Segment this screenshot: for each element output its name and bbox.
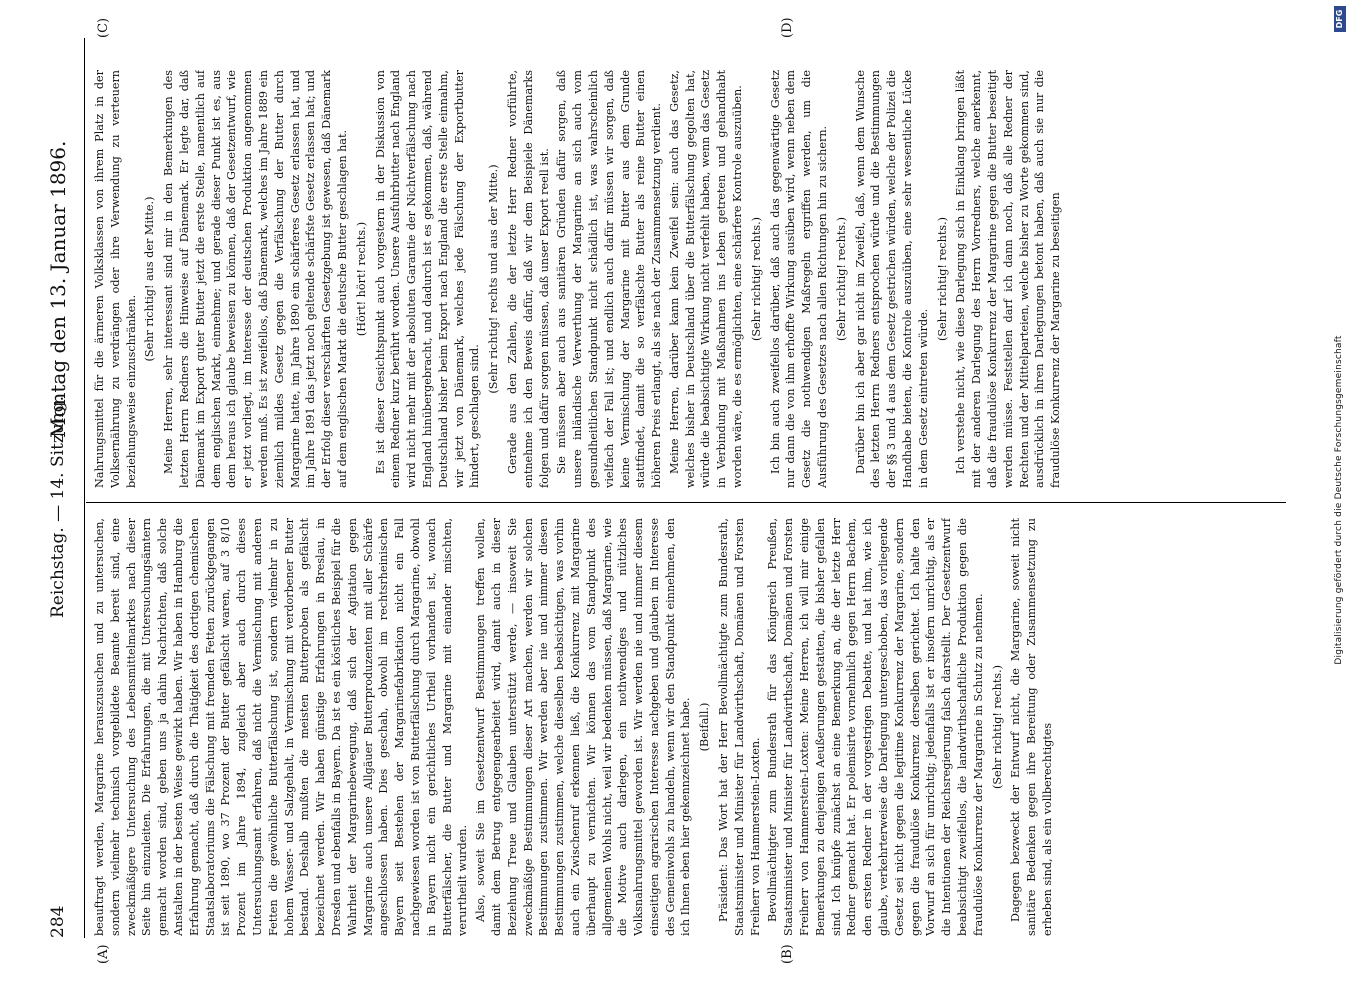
- paragraph: Ich bin auch zweifellos darüber, daß auch das gegenwärtige Gesetz nur dann die von ihm erhoffte Wirkung ausüben wird, wenn neben dem Gesetz die nothwendigen Maßregeln ergriffen werden, um die Ausführung des Gesetzes nach allen Richtungen hin zu sichern.: [768, 70, 830, 488]
- interjection: (Beifall.): [698, 702, 712, 752]
- paragraph: beauftragt werden, Margarine herauszusuchen und zu untersuchen, sondern vielmehr technisch vorgebildete Beamte bereit sind, eine zweckmäßigere Untersuchung des Lebensmittelmarktes nach dieser Seite hin einzuleiten. Die Erfahrungen, die mit Untersuchungsämtern gemacht worden sind, geben uns ja dahin Nachrichten, daß solche Anstalten in der besten Weise gewirkt haben. Wir haben in Hamburg die Erfahrung gemacht, daß durch die Thätigkeit des dortigen chemischen Staatslaboratoriums die Fälschung mit fremden Fetten zurückgegangen ist seit 1890, wo 37 Prozent der Butter gefälscht waren, auf 3 8/10 Prozent im Jahre 1894, zugleich aber auch durch dieses Untersuchungsamt erfahren, daß nicht die Vermischung mit anderen Fetten die gewöhnliche Butterfälschung ist, sondern vielmehr in zu hohem Wasser- und Salzgehalt, in Vermischung mit verdorbener Butter bestand. Deshalb mußten die meisten Butterproben als gefälscht bezeichnet werden. Wir haben günstige Erfahrungen in Breslau, in Dresden und ebenfalls in Bayern. Da ist es ein köstliches Beispiel für die Wahrheit der Margarinebewegung, daß sich der Agitation gegen Margarine auch unsere Allgäuer Butterproduzenten mit aller Schärfe angeschlossen haben. Dies geschah, obwohl im rechtsrheinischen Bayern seit Bestehen der Margarinefabrikation nicht ein Fall nachgewiesen worden ist von Butterfälschung durch Margarine, obwohl in Bayern nicht ein gerichtliches Urtheil vorhanden ist, wonach Butterfälscher, die Butter und Margarine mit einander mischten, verurtheilt wurden.: [93, 518, 470, 936]
- interjection: (Sehr richtig! rechts und aus der Mitte.): [487, 164, 501, 394]
- interjection: (Hört! hört! rechts.): [354, 221, 368, 337]
- session-title: Reichstag. — 14. Sitzung.: [48, 395, 68, 618]
- page-header: [38, 58, 78, 938]
- interjection: (Sehr richtig! rechts.): [935, 216, 949, 342]
- paragraph: Dagegen bezweckt der Entwurf nicht, die Margarine, soweit nicht sanitäre Bedenken gegen ihre Bereitung oder Zusammensetzung zu erheben sind, als ein vollberechtigtes: [1009, 518, 1055, 936]
- paragraph: Ich verstehe nicht, wie diese Darlegung sich in Einklang bringen läßt mit der anderen Darlegung des Herrn Vorredners, welche anerkennt, daß die fraudulöse Konkurrenz der Margarine gegen die Butter beseitigt werden müsse. Feststellen darf ich dann noch, daß alle Redner der Rechten und der Mittelparteien, welche bisher zu Worte gekommen sind, ausdrücklich in ihren Darlegungen betont haben, daß auch sie nur die fraudulöse Konkurrenz der Margarine zu beseitigen: [954, 70, 1063, 488]
- interjection: (Sehr richtig! aus der Mitte.): [143, 196, 157, 362]
- paragraph: Präsident: Das Wort hat der Herr Bevollmächtigte zum Bundesrath, Staatsminister und Minister für Landwirthschaft, Domänen und Forsten Freiherr von Hammerstein-Loxten.: [717, 518, 762, 936]
- dfg-logo: DFG: [1334, 6, 1346, 32]
- paragraph: Gerade aus den Zahlen, die der letzte Herr Redner vorführte, entnehme ich den Beweis dafür, daß wir dem Beispiele Dänemarks folgen und dafür sorgen müssen, daß unser Export reell ist.: [505, 70, 551, 488]
- header-rule: [84, 38, 85, 938]
- paragraph: Meine Herren, darüber kann kein Zweifel sein: auch das Gesetz, welches bisher in Deutschland über die Butterfälschung gegolten hat, würde die beabsichtigte Wirkung nicht verfehlt haben, wenn das Gesetz in Verbindung mit Maßnahmen ins Leben getreten und gehandhabt worden wäre, die es ermöglichten, eine schärfere Kontrole auszuüben.: [667, 70, 745, 488]
- margin-mark-d: (D): [780, 17, 795, 38]
- margin-mark-a: (A): [96, 944, 111, 964]
- session-date: Montag den 13. Januar 1896.: [46, 140, 70, 438]
- paragraph: Darüber bin ich aber gar nicht im Zweifel, daß, wenn dem Wunsche des letzten Herrn Redners entsprochen würde und die Bestimmungen der §§ 3 und 4 aus dem Gesetz gestrichen würden, welche der Polizei die Handhabe bieten, die Kontrole auszuüben, eine sehr wesentliche Lücke in dem Gesetz eintreten würde.: [853, 70, 930, 488]
- column-divider: [86, 502, 1286, 503]
- interjection: (Sehr richtig! rechts.): [834, 216, 848, 342]
- paragraph: Nahrungsmittel für die ärmeren Volksklassen von ihrem Platz in der Volksernährung zu verdrängen oder ihre Verwendung zu verteuern beziehungsweise einzuschränken.: [93, 70, 138, 488]
- page-number: 284: [48, 905, 68, 938]
- interjection: (Sehr richtig! rechts.): [990, 664, 1004, 790]
- paragraph: Also, soweit Sie im Gesetzentwurf Bestimmungen treffen wollen, damit dem Betrug entgegengearbeitet wird, damit auch in dieser Beziehung Treue und Glauben unterstützt werde, — insoweit Sie zweckmäßige Bestimmungen dieser Art machen, werden wir solchen Bestimmungen zustimmen. Wir werden aber nie und nimmer diesen Bestimmungen zustimmen, welche dieselben beabsichtigen, was vorhin auch ein Zwischenruf erkennen ließ, die Konkurrenz mit Margarine überhaupt zu vernichten. Wir können das vom Standpunkt des allgemeinen Wohls nicht, weil wir bedenken müssen, daß Margarine, wie die Motive auch darlegen, ein nothwendiges und nützliches Volksnahrungsmittel geworden ist. Wir werden nie und nimmer diesem einseitigen agrarischen Interesse nachgeben und glauben im Interesse des Gemeinwohls zu handeln, wenn wir den Standpunkt einnehmen, den ich Ihnen eben hier gekennzeichnet habe.: [474, 518, 693, 936]
- digitization-credit: Digitalisierung gefördert durch die Deutsche Forschungsgemeinschaft: [1334, 335, 1344, 665]
- paragraph: Bevollmächtigter zum Bundesrath für das Königreich Preußen, Staatsminister und Minister für Landwirthschaft, Domänen und Forsten Freiherr von Hammerstein-Loxten: Meine Herren, ich will mir einige Bemerkungen zu denjenigen Aeußerungen gestatten, die bisher gefallen sind. Ich knüpfe zunächst an eine Bemerkung an, die der letzte Herr Redner gemacht hat. Er polemisirte vornehmlich gegen Herrn Bachem, den ersten Redner in der vorgestrigen Debatte, und hat ihm, wie ich glaube, verkehrterweise die Darlegung untergeschoben, das vorliegende Gesetz sei nicht gegen die legitime Konkurrenz der Margarine, sondern gegen die fraudulöse Konkurrenz derselben gerichtet. Ich halte den Vorwurf an sich für unrichtig; jedenfalls ist er insofern unrichtig, als er die Intentionen der Reichsregierung falsch darstellt. Der Gesetzentwurf beabsichtigt zweifellos, die landwirthschaftliche Produktion gegen die fraudulöse Konkurrenz der Margarine in Schutz zu nehmen.: [766, 518, 985, 936]
- right-column: [92, 70, 1282, 488]
- paragraph: Meine Herren, sehr interessant sind mir in den Bemerkungen des letzten Herrn Redners die Hinweise auf Dänemark. Er legte dar, daß Dänemark im Export guter Butter jetzt die erste Stelle, namentlich auf dem englischen Markt, einnehme; und gerade dieser Punkt ist es, aus dem heraus ich glaube beweisen zu können, daß der Gesetzentwurf, wie er jetzt vorliegt, im Interesse der deutschen Produktion angenommen werden muß. Es ist zweifellos, daß Dänemark, welches im Jahre 1889 ein ziemlich mildes Gesetz gegen die Verfälschung der Butter durch Margarine hatte, im Jahre 1890 ein schärferes Gesetz erlassen hat, und im Jahre 1891 das jetzt noch geltende schärfste Gesetz erlassen hat; und der Erfolg dieser verschärften Gesetzgebung ist gewesen, daß Dänemark auf dem englischen Markt die deutsche Butter geschlagen hat.: [162, 70, 349, 488]
- paragraph: Es ist dieser Gesichtspunkt auch vorgestern in der Diskussion von einem Redner kurz berührt worden. Unsere Ausfuhrbutter nach England wird nicht mehr mit der absoluten Garantie der Nichtverfälschung nach England hinübergebracht, und dadurch ist es gekommen, daß, während Deutschland bisher beim Export nach England die erste Stelle einnahm, wir jetzt von Dänemark, welches jede Fälschung der Exportbutter hindert, geschlagen sind.: [373, 70, 482, 488]
- left-column: [92, 518, 1282, 936]
- margin-mark-c: (C): [96, 17, 111, 38]
- margin-mark-b: (B): [780, 944, 795, 964]
- paragraph: Sie müssen aber auch aus sanitären Gründen dafür sorgen, daß unsere inländische Verwerthung der Margarine an sich auch vom gesundheitlichen Standpunkt nicht schädlich ist, was wahrscheinlich vielfach der Fall ist; und endlich auch dafür müssen wir sorgen, daß keine Vermischung der Margarine mit Butter aus dem Grunde stattfindet, damit die so verfälschte Butter als reine Butter einen höheren Preis erlangt, als sie nach der Zusammensetzung verdient.: [555, 70, 664, 488]
- interjection: (Sehr richtig! rechts.): [749, 216, 763, 342]
